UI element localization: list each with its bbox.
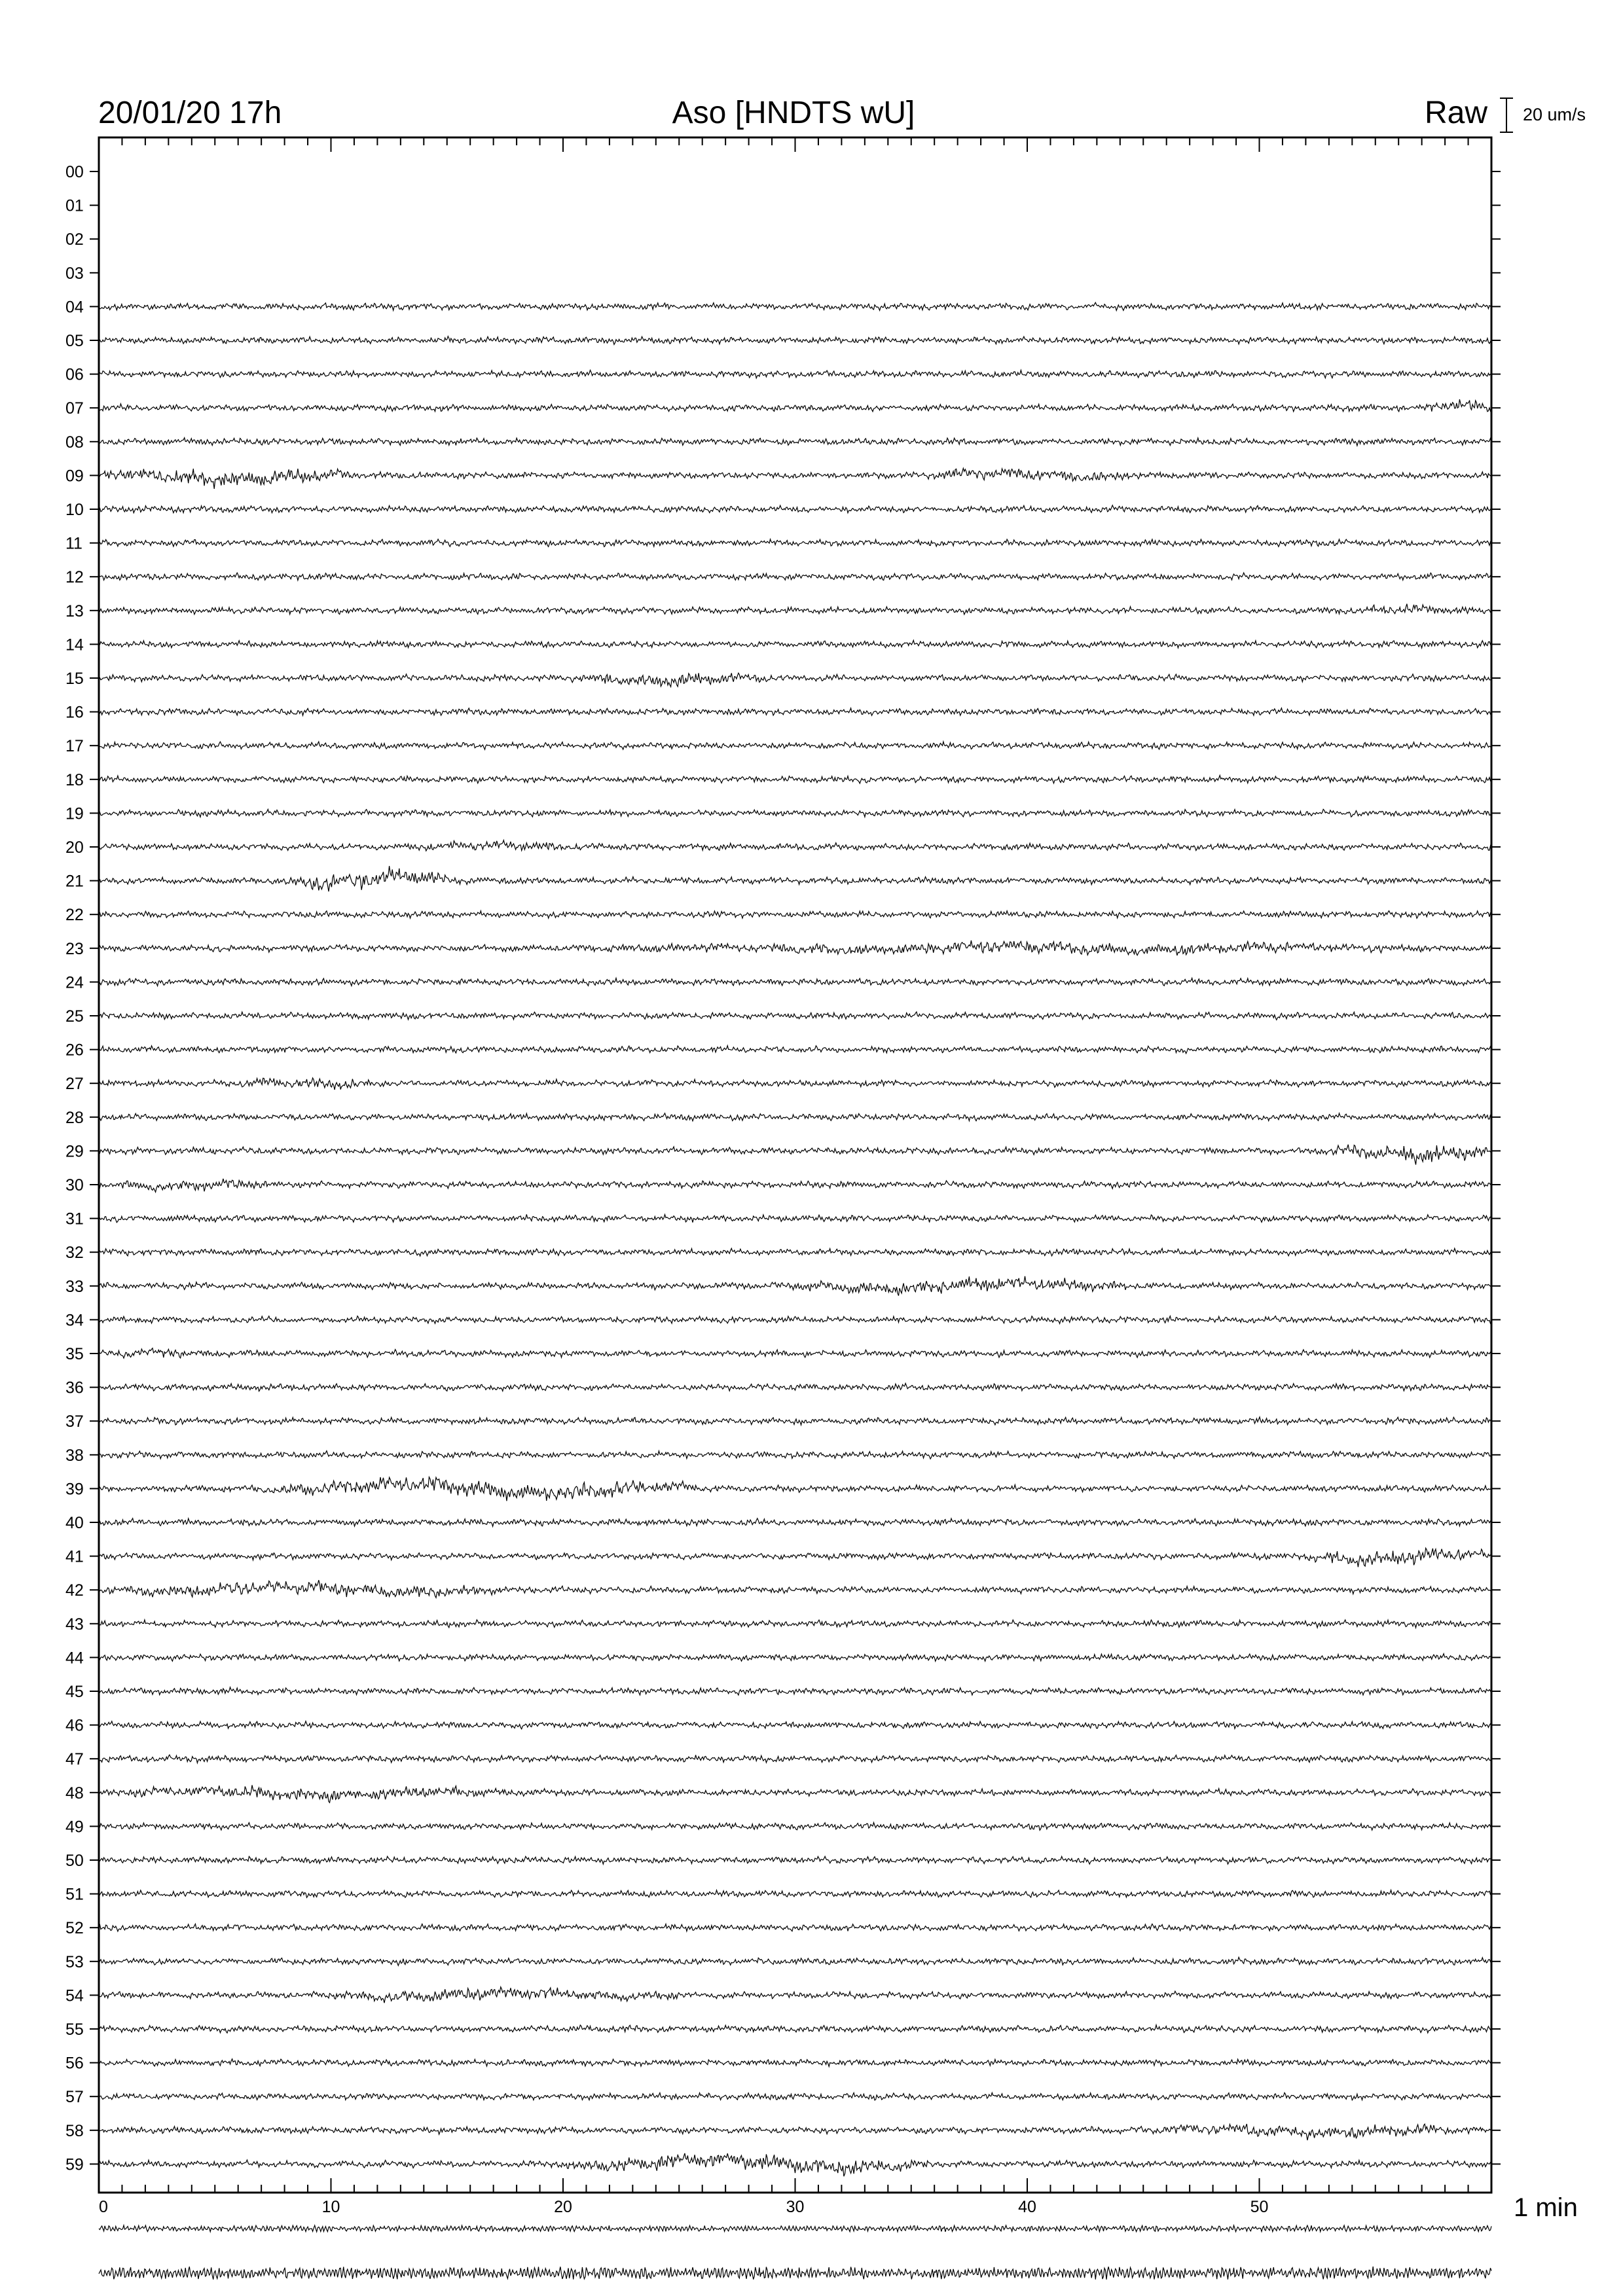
trace-row-26 (99, 1046, 1491, 1054)
trace-row-09 (99, 468, 1491, 489)
trace-row-48 (99, 1785, 1491, 1803)
row-label: 26 (65, 1041, 84, 1060)
x-tick-label: 40 (1018, 2198, 1036, 2216)
row-label: 32 (65, 1244, 84, 1263)
x-tick-label: 30 (786, 2198, 805, 2216)
row-label: 54 (65, 1986, 84, 2005)
row-label: 18 (65, 770, 84, 789)
trace-row-18 (99, 776, 1491, 783)
row-label: 16 (65, 703, 84, 722)
row-label: 28 (65, 1108, 84, 1127)
row-label: 14 (65, 636, 84, 655)
row-label: 20 (65, 838, 84, 857)
trace-row-15 (99, 673, 1491, 687)
row-label: 08 (65, 433, 84, 452)
top-minute-ticks (99, 137, 1491, 152)
trace-row-28 (99, 1113, 1491, 1121)
row-label: 38 (65, 1446, 84, 1465)
trace-row-35 (99, 1348, 1491, 1358)
row-label: 33 (65, 1277, 84, 1296)
row-label: 31 (65, 1210, 84, 1229)
row-label: 44 (65, 1649, 84, 1668)
row-label: 17 (65, 737, 84, 756)
scale-label: 20 um/s (1523, 105, 1586, 124)
row-label: 53 (65, 1952, 84, 1971)
trace-row-25 (99, 1012, 1491, 1020)
trace-row-45 (99, 1687, 1491, 1695)
trace-row-04 (99, 302, 1491, 310)
row-label: 22 (65, 906, 84, 925)
row-label: 07 (65, 399, 84, 418)
trace-row-17 (99, 742, 1491, 749)
row-label: 39 (65, 1480, 84, 1499)
row-label: 04 (65, 298, 84, 317)
trace-row-23 (99, 941, 1491, 956)
row-label: 19 (65, 804, 84, 823)
trace-row-19 (99, 809, 1491, 817)
trace-row-32 (99, 1248, 1491, 1256)
trace-row-10 (99, 505, 1491, 513)
plot-frame (99, 137, 1491, 2193)
row-label: 27 (65, 1075, 84, 1094)
x-tick-label: 0 (99, 2198, 108, 2216)
row-label: 15 (65, 670, 84, 688)
trace-row-34 (99, 1316, 1491, 1324)
trace-overflow (99, 2267, 1491, 2280)
trace-row-07 (99, 399, 1491, 412)
row-label: 21 (65, 872, 84, 891)
header-datetime: 20/01/20 17h (98, 96, 282, 130)
row-label: 41 (65, 1547, 84, 1566)
row-label: 45 (65, 1683, 84, 1701)
trace-row-05 (99, 336, 1491, 345)
row-label: 48 (65, 1784, 84, 1803)
row-label: 37 (65, 1412, 84, 1431)
x-unit-label: 1 min (1514, 2193, 1578, 2222)
trace-row-57 (99, 2092, 1491, 2100)
trace-row-38 (99, 1451, 1491, 1459)
trace-row-13 (99, 604, 1491, 615)
row-label: 03 (65, 264, 84, 283)
trace-row-27 (99, 1078, 1491, 1090)
row-label: 25 (65, 1007, 84, 1026)
row-label: 05 (65, 332, 84, 350)
trace-row-51 (99, 1890, 1491, 1898)
trace-row-29 (99, 1145, 1491, 1165)
trace-row-56 (99, 2059, 1491, 2067)
trace-row-08 (99, 438, 1491, 446)
trace-row-49 (99, 1823, 1491, 1831)
row-label: 02 (65, 230, 84, 249)
trace-row-58 (99, 2124, 1491, 2140)
trace-row-36 (99, 1384, 1491, 1391)
trace-row-21 (99, 866, 1491, 891)
row-label: 40 (65, 1514, 84, 1532)
row-label: 49 (65, 1818, 84, 1837)
row-label: 01 (65, 196, 84, 215)
row-label: 52 (65, 1919, 84, 1938)
trace-row-12 (99, 573, 1491, 581)
row-label: 57 (65, 2088, 84, 2107)
trace-row-24 (99, 978, 1491, 986)
x-tick-label: 50 (1250, 2198, 1269, 2216)
row-label: 50 (65, 1852, 84, 1870)
trace-row-39 (99, 1477, 1491, 1501)
row-label: 11 (65, 534, 82, 553)
x-tick-labels (99, 2198, 1268, 2216)
row-label: 43 (65, 1615, 84, 1634)
header-station: Aso [HNDTS wU] (672, 96, 915, 130)
trace-row-54 (99, 1987, 1491, 2003)
row-label: 23 (65, 939, 84, 958)
row-label: 58 (65, 2121, 84, 2140)
row-label: 35 (65, 1345, 84, 1363)
bottom-minute-ticks (99, 2178, 1491, 2193)
trace-row-43 (99, 1620, 1491, 1628)
row-label: 47 (65, 1750, 84, 1769)
trace-row-47 (99, 1755, 1491, 1763)
row-label: 12 (65, 568, 84, 587)
row-label: 30 (65, 1176, 84, 1194)
row-label: 51 (65, 1885, 84, 1904)
row-label: 55 (65, 2020, 84, 2039)
row-label: 29 (65, 1142, 84, 1161)
trace-row-11 (99, 539, 1491, 547)
row-labels (65, 163, 1501, 2174)
trace-row-41 (99, 1548, 1491, 1567)
row-label: 10 (65, 501, 84, 519)
trace-row-20 (99, 840, 1491, 851)
seismic-traces (99, 302, 1491, 2280)
trace-row-50 (99, 1856, 1491, 1864)
trace-row-42 (99, 1580, 1491, 1598)
x-tick-label: 10 (321, 2198, 340, 2216)
trace-row-33 (99, 1276, 1491, 1296)
trace-row-30 (99, 1179, 1491, 1193)
x-tick-label: 20 (554, 2198, 572, 2216)
trace-row-14 (99, 640, 1491, 648)
trace-row-06 (99, 370, 1491, 378)
row-label: 36 (65, 1378, 84, 1397)
trace-row-53 (99, 1957, 1491, 1965)
row-label: 00 (65, 163, 84, 181)
row-label: 06 (65, 365, 84, 384)
trace-row-16 (99, 708, 1491, 715)
row-label: 13 (65, 601, 84, 620)
row-label: 56 (65, 2054, 84, 2073)
row-label: 59 (65, 2155, 84, 2174)
row-label: 34 (65, 1311, 84, 1330)
trace-row-59 (99, 2153, 1491, 2176)
trace-row-40 (99, 1518, 1491, 1526)
trace-row-22 (99, 911, 1491, 919)
amplitude-scale-bar (1500, 98, 1513, 132)
row-label: 46 (65, 1716, 84, 1735)
trace-row-44 (99, 1654, 1491, 1662)
trace-row-55 (99, 2025, 1491, 2033)
trace-row-46 (99, 1721, 1491, 1729)
trace-row-31 (99, 1214, 1491, 1222)
trace-row-52 (99, 1924, 1491, 1931)
row-label: 09 (65, 467, 84, 486)
header-mode: Raw (1424, 96, 1487, 130)
row-label: 42 (65, 1581, 84, 1600)
row-label: 24 (65, 973, 84, 992)
trace-overflow (99, 2225, 1491, 2232)
trace-row-37 (99, 1417, 1491, 1425)
